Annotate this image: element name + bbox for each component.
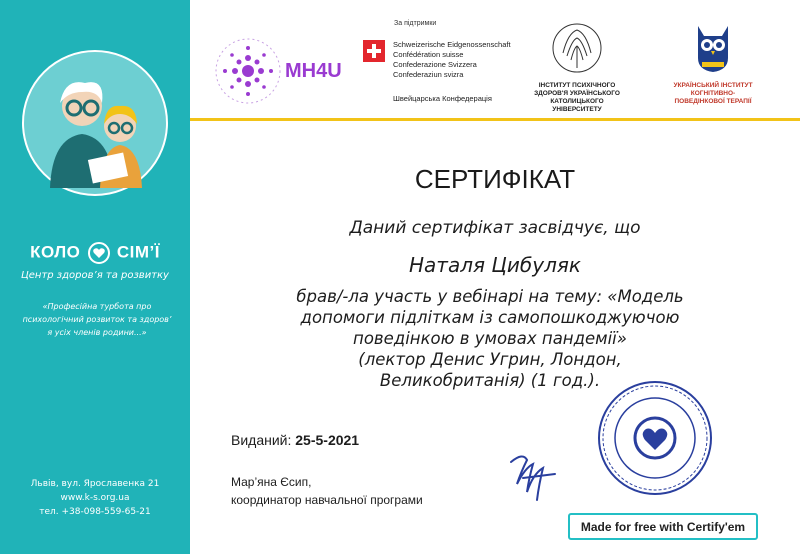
motto-line: я усіх членів родини...» — [47, 328, 147, 337]
sidebar — [0, 0, 190, 554]
body-line: Великобританія) (1 год.). — [379, 371, 601, 390]
ucu-institute-logo-icon — [548, 18, 606, 78]
mh4u-logo-icon — [213, 36, 283, 106]
certificate-title: СЕРТИФІКАТ — [414, 164, 576, 194]
certificate-intro: Даний сертифікат засвідчує, що — [349, 218, 641, 238]
institute1-line: КАТОЛИЦЬКОГО — [550, 98, 604, 105]
swiss-confederation: Швейцарська Конфедерація — [393, 94, 492, 103]
swiss-line: Confederaziun svizra — [393, 70, 464, 79]
brand-name — [0, 242, 190, 264]
institute1-line: ЗДОРОВ'Я УКРАЇНСЬКОГО — [534, 90, 620, 97]
swiss-line: Confédération suisse — [393, 50, 464, 59]
motto-line: «Професійна турбота про — [42, 302, 152, 311]
issued-value: 25-5-2021 — [295, 432, 360, 448]
institute2-line: ПОВЕДІНКОВОЇ ТЕРАПІЇ — [674, 98, 752, 105]
owl-logo-icon — [688, 18, 738, 78]
institute2-line: КОГНІТИВНО- — [690, 90, 736, 97]
signer-role: координатор навчальної програми — [231, 493, 423, 507]
brand-right: СІМ’Ї — [116, 242, 160, 262]
issued-label: Виданий: — [231, 432, 292, 448]
mh4u-label: MH4U — [285, 60, 342, 82]
brand-subtitle: Центр здоров’я та розвитку — [21, 270, 169, 281]
swiss-flag-icon — [363, 40, 385, 62]
institute2-line: УКРАЇНСЬКИЙ ІНСТИТУТ — [673, 82, 753, 89]
signer-name: Мар’яна Єсип, — [231, 475, 312, 489]
swiss-line: Confederazione Svizzera — [393, 60, 477, 69]
ucu-institute-name — [520, 82, 634, 114]
certifyem-badge[interactable]: Made for free with Certify'em — [568, 513, 758, 540]
motto-line: психологічний розвиток та здоров’ — [22, 315, 172, 324]
body-line: поведінкою в умовах пандемії» — [353, 329, 627, 348]
motto-quote — [22, 300, 172, 339]
family-illustration — [20, 48, 170, 198]
signer — [231, 473, 423, 509]
contacts — [0, 477, 190, 519]
swiss-names — [393, 40, 511, 80]
address: Львів, вул. Ярославенка 21 — [30, 479, 160, 489]
body-line: допомоги підліткам із самопошкоджуючою — [300, 308, 680, 327]
swiss-line: Schweizerische Eidgenossenschaft — [393, 40, 511, 49]
recipient-name: Наталя Цибуляк — [409, 253, 581, 277]
ukr-cbt-institute-name — [660, 82, 766, 106]
body-line: (лектор Денис Угрин, Лондон, — [358, 350, 622, 369]
header-divider — [190, 118, 800, 121]
body-line: брав/-ла участь у вебінарі на тему: «Модель — [296, 287, 684, 306]
issued-date — [231, 432, 359, 448]
institute1-line: ІНСТИТУТ ПСИХІЧНОГО — [538, 82, 616, 89]
support-label: За підтримки — [394, 20, 437, 27]
phone: тел. +38-098-559-65-21 — [39, 507, 151, 517]
website-link[interactable]: www.k-s.org.ua — [60, 493, 130, 503]
brand-left: КОЛО — [30, 242, 81, 262]
heart-logo-icon — [88, 242, 110, 264]
signature — [503, 448, 565, 506]
certificate-body — [230, 286, 750, 391]
organization-stamp — [595, 378, 715, 498]
institute1-line: УНІВЕРСИТЕТУ — [552, 106, 602, 113]
